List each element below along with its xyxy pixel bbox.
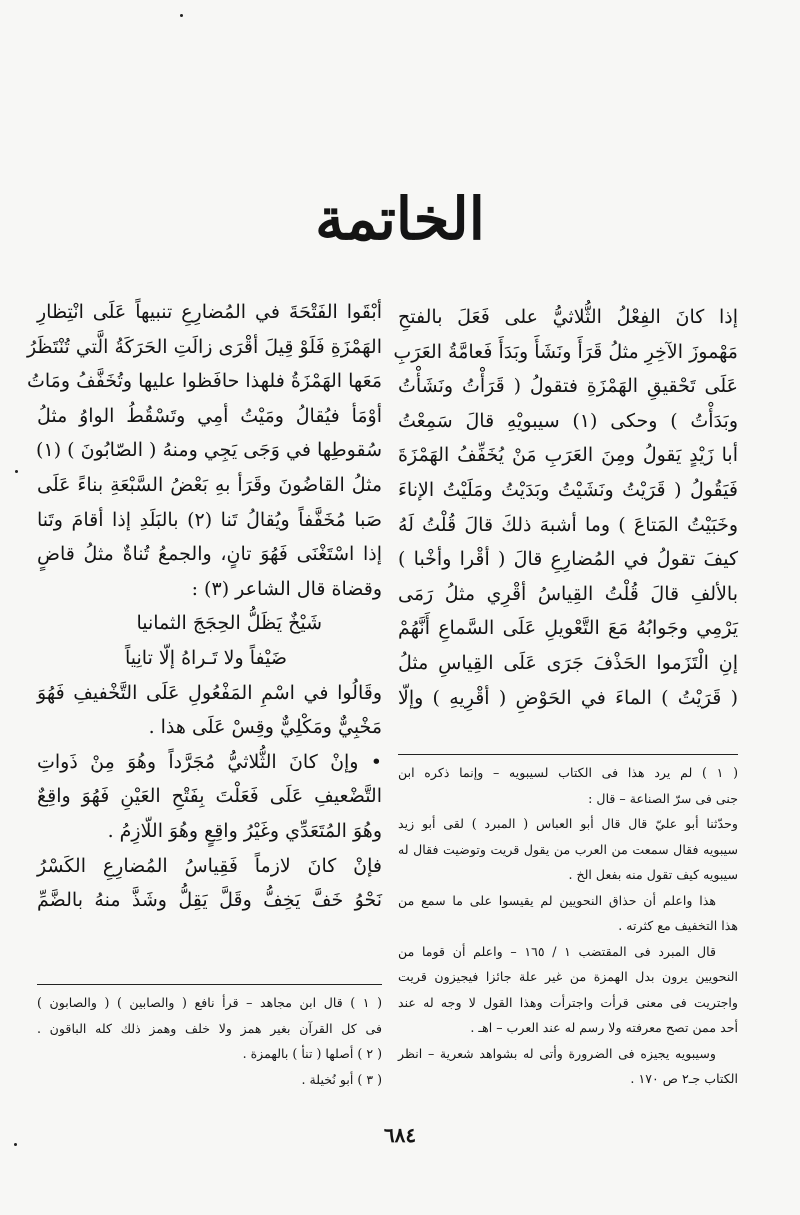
footnote-line: ( ١ ) لم يرد هذا فى الكتاب لسيبويه – وإنما ذكره ابن [398,765,738,780]
text-line: إذا كانَ الفِعْلُ الثُّلاثيُّ على فَعَلَ بالفتحِ [398,306,738,328]
footnote-line: وسيبويه يجيزه فى الضرورة وأتى له بشواهد شعرية – انظر [398,1045,716,1061]
text-line: مَخْبِيٌّ ومَكْلِيٌّ وقِسْ عَلَى هذا . [148,716,382,739]
text-line: أبْقَوا الفَتْحَةَ في المُضارِعِ تنبيهاً عَلَى انْتِظارِ [37,301,382,323]
text-line: أبا زَيْدٍ يَقولُ ومِنَ العَرَبِ مَنْ يُخَفِّفُ الهَمْزَةَ [398,444,738,467]
text-line: أوْمَأ فيُقالُ ومَيْتُ أمِي وتَسْقُطُ الواوُ مثلُ [37,404,382,427]
text-line: ( قَرَيْتُ ) الماءَ في الحَوْضِ ( أقْرِيهِ ) وإلّا [398,686,738,709]
text-line: وقضاة قال الشاعر (٣) : [191,577,382,600]
text-line: وهُوَ المُتَعَدِّي وغَيْرُ واقِعٍ وهُوَ اللّازِمُ . [107,819,382,842]
text-line: وقَالُوا في اسْمِ المَفْعُولِ عَلَى التَّخْفيفِ فَهُوَ [37,681,382,704]
footnote-line: سيبويه فقال سمعت من العرب من يقول قريت وتوضيت فقال له [398,841,738,857]
text-line: فإنْ كانَ لازماً فَقِياسُ المُضارِعِ الكَسْرُ [37,854,382,877]
text-line: كيفَ تقولُ في المُضارِعِ قالَ ( أقْرا وأخْبا ) [398,548,738,571]
text-line: مَهْموزَ الآخِرِ مثلُ قَرَأَ ونَشَأَ وبَدَأَ فَعامَّةُ العَرَبِ [393,340,738,363]
text-line: عَلَى تَحْقيقِ الهَمْزَةِ فتقولُ ( قَرَأْتُ ونَشَأْتُ [398,375,738,398]
text-line: فَيَقُولُ ( قَرَيْتُ ونَشَيْتُ وبَدَيْتُ ومَلَيْتُ الإناءَ [398,478,738,501]
text-line: مثلُ القاضُونَ وقَرَأ بهِ بَعْضُ السَّبْعَةِ بناءً عَلَى [37,473,382,496]
footnote-line: هذا واعلم أن حذاق النحويين لم يقيسوا على ما سمع من [398,892,716,908]
right-column [393,300,738,715]
footnote-line: فى كل القرآن بغير همز ولا خلف وهمز ذلك كله الباقون . [37,1020,382,1036]
footnote-line: الكتاب جـ٢ ص ١٧٠ . [630,1071,738,1086]
footnote-line: قال المبرد فى المقتضب ١ / ١٦٥ – واعلم أن قوما من [398,943,716,959]
text-line: الهَمْزَةِ فَلَوْ قِيلَ أقْرَى زالَتِ الحَرَكَةُ الَّتي تُنْتَظَرُ [26,335,382,358]
text-line: صَبا مُخَفَّفاً ويُقالُ تَنا (٢) بالبَلَدِ إذا أقامَ وتَنا [37,508,382,531]
text-line: إذا اسْتَغْنَى فَهُوَ تانٍ، والجمعُ تُناةٌ مثلُ قاضٍ [37,543,382,566]
page-title: الخاتمة [315,185,485,253]
footnote-line: ( ١ ) قال ابن مجاهد – قرأ نافع ( والصابين ) ( والصابون ) [37,995,382,1010]
scan-speck [180,14,183,17]
footnote-divider [398,754,738,755]
text-line: • وإنْ كانَ الثُّلاثيُّ مُجَرَّداً وهُوَ مِنْ ذَواتِ [37,750,382,773]
verse-line: ضَيْفاً ولا تَـراهُ إلّا تانِياً [124,646,287,669]
footnote-line: هذا التخفيف مع كثرته . [618,918,738,933]
footnote-line: واجتريت فى معنى قرأت واجترأت وهذا القول لا وجه له عند [398,994,738,1010]
footnote-line: وحدّثنا أبو عليّ قال قال أبو العباس ( المبرد ) لقى أبو زيد [398,816,738,831]
text-line: بالألفِ قالَ قُلْتُ القِياسُ أقْرِي مثلُ رَمَى [398,582,738,605]
text-line: إنِ الْتَزَموا الحَذْفَ جَرَى عَلَى القِياسِ مثلُ [398,651,738,674]
footnotes-left [37,990,382,1092]
page-number: ٦٨٤ [383,1123,417,1147]
scan-speck [15,470,18,473]
text-line: وبَدَأْتُ ) وحكى (١) سيبويْهِ قالَ سَمِعْتُ [398,409,738,432]
text-line: مَعَها الهَمْزَةُ فلهذا حافَظوا عليها وتُخَفَّفُ ومَاتُ [27,370,382,393]
text-line: يَرْمِي وجَوابُهُ مَعَ التَّعْويلِ عَلَى السَّماعِ أَنَّهُمْ [398,617,738,640]
verse-line: شَيْخٌ يَظَلُّ الحِجَجَ الثمانيا [136,612,322,635]
footnote-divider [37,984,382,985]
footnote-line: ( ٣ ) أبو نُخيلة . [301,1071,382,1087]
footnote-line: أحد ممن تصح معرفته ولا رسم له عند العرب – اهـ . [470,1020,738,1035]
text-line: وخَبَيْتُ المَتاعَ ) وما أشبهَ ذلكَ قالَ قُلْتُ لَهُ [398,513,738,536]
footnote-line: النحويين يرون بدل الهمزة من غير علة جائزا فيجيزون قريت [398,969,738,984]
footnotes-right [398,760,738,1092]
footnote-line: سيبويه كيف تقول منه بفعل الخ . [568,867,738,882]
footnote-line: ( ٢ ) أصلها ( تنأ ) بالهمزة . [242,1046,382,1061]
text-line: سُقوطِها في وَجَى يَجِي ومنهُ ( الصّابُونَ ) (١) [36,439,382,462]
left-column [26,295,382,918]
text-line: نَحْوُ خَفَّ يَخِفُّ وقَلَّ يَقِلُّ وشَذَّ منهُ بالضَّمِّ [37,889,382,912]
footnote-line: جنى فى سرّ الصناعة – قال : [588,790,738,806]
text-line: التَّضْعيفِ عَلَى فَعَلْتَ بِفَتْحِ العَيْنِ فَهُوَ واقِعٌ [37,785,382,808]
